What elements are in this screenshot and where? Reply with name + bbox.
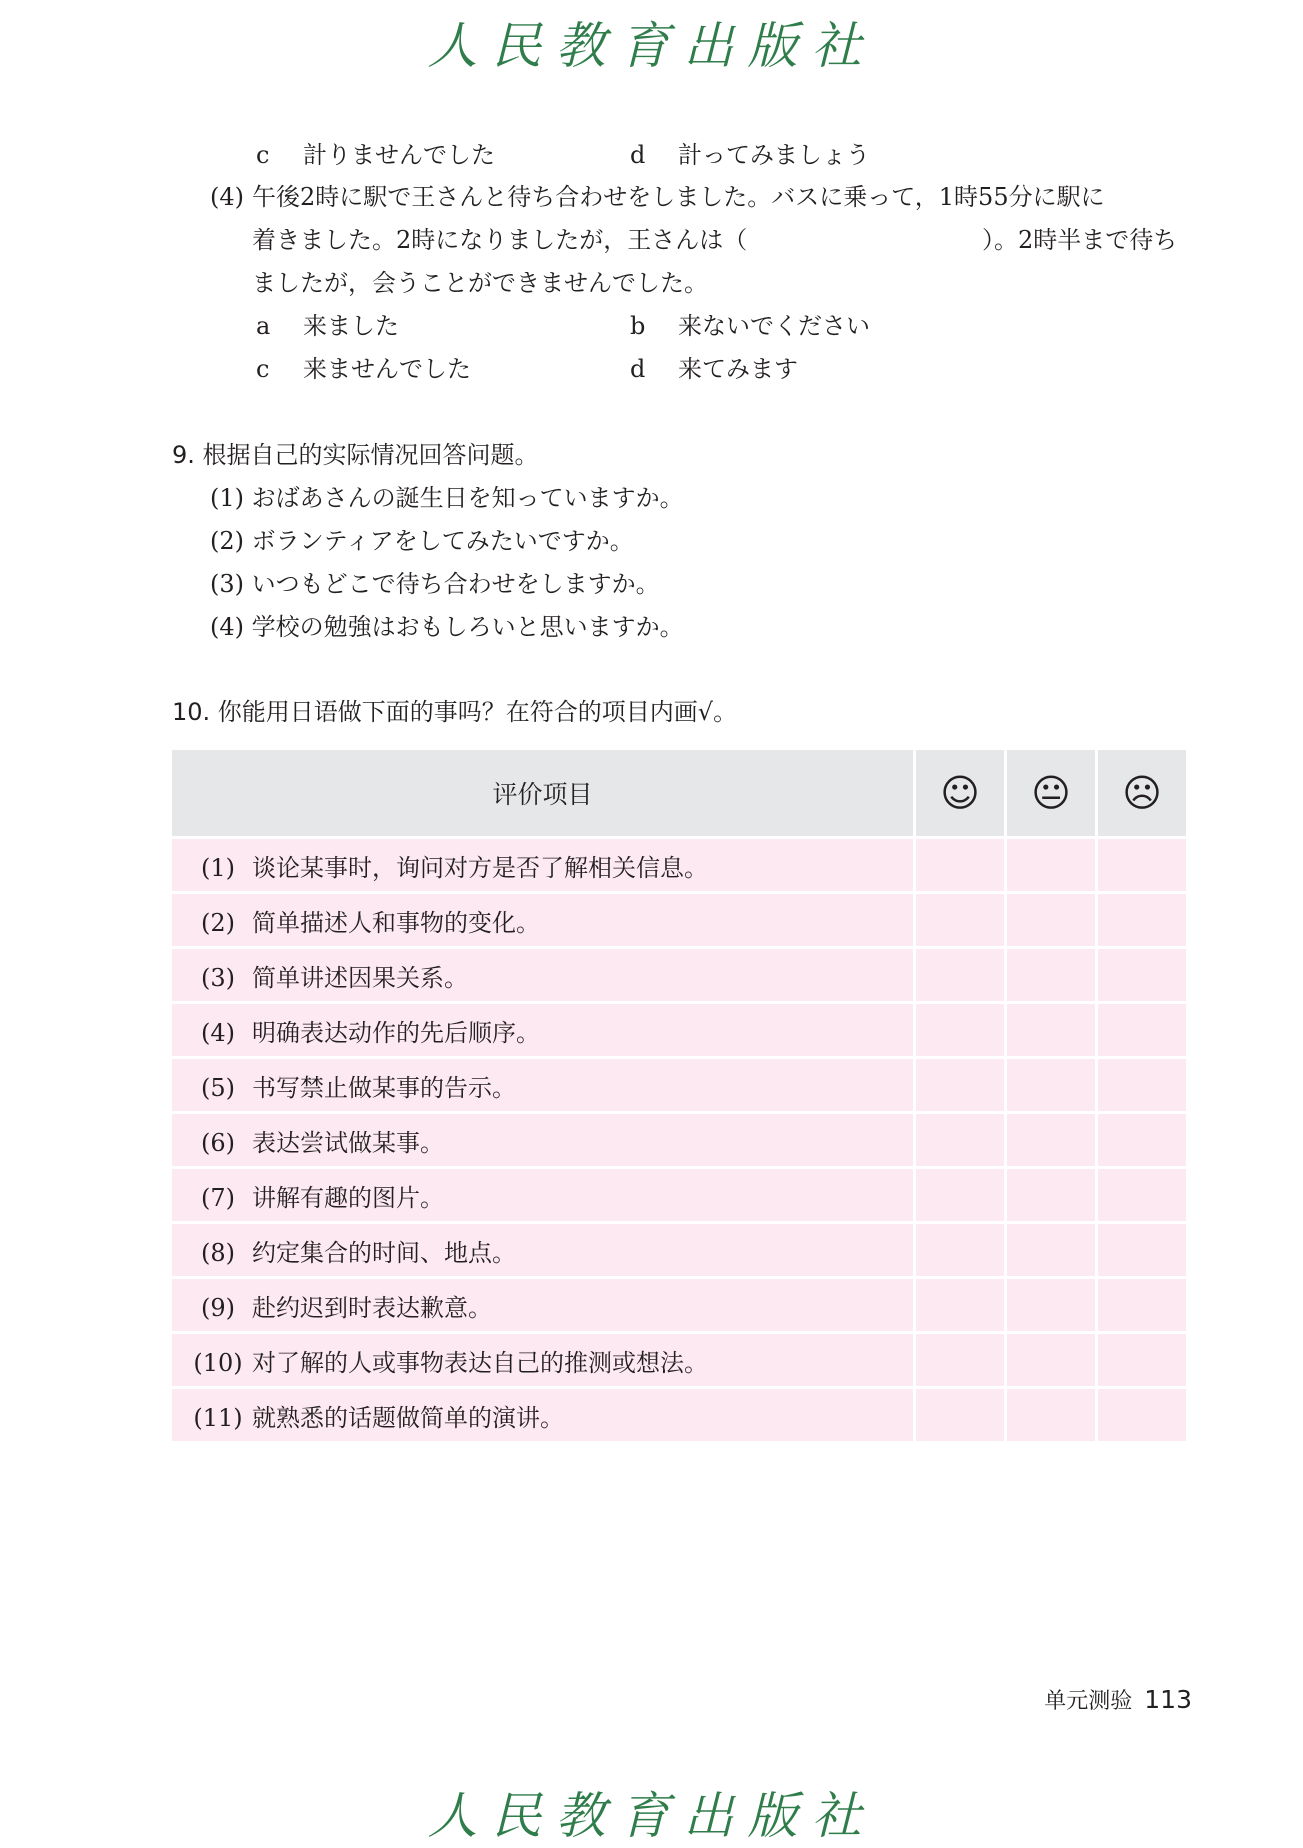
row-text: 明确表达动作的先后顺序。: [252, 1018, 540, 1047]
question-line-2b: ）。2時半まで待ち: [982, 226, 1178, 254]
page-footer: [1030, 1684, 1192, 1715]
check-cell-smile[interactable]: [916, 949, 1004, 1001]
row-text: 书写禁止做某事的告示。: [252, 1073, 516, 1102]
table-row: [172, 839, 1186, 891]
check-cell-neutral[interactable]: [1007, 1334, 1095, 1386]
check-cell-neutral[interactable]: [1007, 1389, 1095, 1441]
q9-item: (2) ボランティアをしてみたいですか。: [210, 527, 634, 555]
page-number: 113: [1144, 1685, 1192, 1714]
table-row: [172, 1224, 1186, 1276]
q9-item: (1) おばあさんの誕生日を知っていますか。: [210, 484, 684, 512]
row-text: 对了解的人或事物表达自己的推测或想法。: [252, 1348, 708, 1377]
q9-item: (3) いつもどこで待ち合わせをしますか。: [210, 570, 660, 598]
option-text-c: 来ませんでした: [303, 355, 471, 383]
option-text-d: 計ってみましょう: [678, 141, 870, 169]
row-text: 简单描述人和事物的变化。: [252, 908, 540, 937]
row-text: 表达尝试做某事。: [252, 1128, 444, 1157]
option-text-d: 来てみます: [678, 355, 798, 383]
check-cell-smile[interactable]: [916, 1004, 1004, 1056]
check-cell-frown[interactable]: [1098, 839, 1186, 891]
check-cell-neutral[interactable]: [1007, 1224, 1095, 1276]
table-row: [172, 1004, 1186, 1056]
question-line-1: 午後2時に駅で王さんと待ち合わせをしました。バスに乗って，1時55分に駅に: [252, 183, 1105, 211]
check-cell-neutral[interactable]: [1007, 1114, 1095, 1166]
option-letter-c: c: [256, 355, 270, 383]
table-row: [172, 949, 1186, 1001]
check-cell-smile[interactable]: [916, 1059, 1004, 1111]
check-cell-neutral[interactable]: [1007, 949, 1095, 1001]
check-cell-smile[interactable]: [916, 1279, 1004, 1331]
q10-heading: 10. 你能用日语做下面的事吗？在符合的项目内画√。: [172, 698, 738, 726]
option-text-c: 計りませんでした: [303, 141, 495, 169]
q9-heading: 9. 根据自己的实际情况回答问题。: [172, 441, 539, 469]
option-letter-c: c: [256, 141, 270, 169]
publisher-watermark-top: 人民教育出版社: [427, 17, 876, 75]
check-cell-smile[interactable]: [916, 1224, 1004, 1276]
smile-face-icon: ☺: [916, 750, 1004, 836]
table-row: [172, 1389, 1186, 1441]
row-text: 讲解有趣的图片。: [252, 1183, 444, 1212]
check-cell-smile[interactable]: [916, 1114, 1004, 1166]
check-cell-frown[interactable]: [1098, 1279, 1186, 1331]
check-cell-neutral[interactable]: [1007, 894, 1095, 946]
check-cell-neutral[interactable]: [1007, 1004, 1095, 1056]
check-cell-neutral[interactable]: [1007, 1169, 1095, 1221]
check-cell-frown[interactable]: [1098, 1114, 1186, 1166]
check-cell-neutral[interactable]: [1007, 1059, 1095, 1111]
row-text: 约定集合的时间、地点。: [252, 1238, 516, 1267]
check-cell-frown[interactable]: [1098, 894, 1186, 946]
question-line-2a: 着きました。2時になりましたが，王さんは（: [252, 226, 748, 254]
row-text: 谈论某事时，询问对方是否了解相关信息。: [252, 853, 708, 882]
check-cell-neutral[interactable]: [1007, 1279, 1095, 1331]
row-number: (1): [201, 853, 235, 882]
check-cell-frown[interactable]: [1098, 1169, 1186, 1221]
check-cell-smile[interactable]: [916, 839, 1004, 891]
check-cell-neutral[interactable]: [1007, 839, 1095, 891]
frown-face-icon: ☹: [1098, 750, 1186, 836]
self-evaluation-table: [169, 747, 1189, 1444]
check-cell-frown[interactable]: [1098, 1389, 1186, 1441]
check-cell-frown[interactable]: [1098, 949, 1186, 1001]
check-cell-smile[interactable]: [916, 1389, 1004, 1441]
row-text: 赴约迟到时表达歉意。: [252, 1293, 492, 1322]
question-number: (4): [210, 183, 244, 211]
table-header-row: [172, 750, 1186, 836]
check-cell-frown[interactable]: [1098, 1059, 1186, 1111]
table-row: [172, 1114, 1186, 1166]
option-letter-d: d: [630, 141, 646, 169]
table-row: [172, 1279, 1186, 1331]
row-number: (8): [201, 1238, 235, 1267]
table-row: [172, 1169, 1186, 1221]
table-row: [172, 1059, 1186, 1111]
row-number: (2): [201, 908, 235, 937]
check-cell-smile[interactable]: [916, 894, 1004, 946]
row-number: (3): [201, 963, 235, 992]
row-number: (9): [201, 1293, 235, 1322]
row-number: (6): [201, 1128, 235, 1157]
row-number: (5): [201, 1073, 235, 1102]
option-letter-b: b: [630, 312, 646, 340]
question-line-3: ましたが，会うことができませんでした。: [252, 269, 708, 297]
row-number: (10): [193, 1348, 243, 1377]
check-cell-smile[interactable]: [916, 1334, 1004, 1386]
option-letter-d: d: [630, 355, 646, 383]
row-number: (4): [201, 1018, 235, 1047]
check-cell-frown[interactable]: [1098, 1004, 1186, 1056]
header-eval-item: 评价项目: [172, 750, 913, 836]
table-row: [172, 894, 1186, 946]
check-cell-smile[interactable]: [916, 1169, 1004, 1221]
option-letter-a: a: [256, 312, 271, 340]
option-text-a: 来ました: [303, 312, 399, 340]
row-number: (7): [201, 1183, 235, 1212]
row-text: 就熟悉的话题做简单的演讲。: [252, 1403, 564, 1432]
row-text: 简单讲述因果关系。: [252, 963, 468, 992]
neutral-face-icon: 😐: [1007, 750, 1095, 836]
section-title: 单元测验: [1044, 1689, 1133, 1714]
check-cell-frown[interactable]: [1098, 1334, 1186, 1386]
check-cell-frown[interactable]: [1098, 1224, 1186, 1276]
table-row: [172, 1334, 1186, 1386]
publisher-watermark-bottom: 人民教育出版社: [427, 1787, 876, 1845]
row-number: (11): [193, 1403, 243, 1432]
option-text-b: 来ないでください: [678, 312, 870, 340]
q9-item: (4) 学校の勉強はおもしろいと思いますか。: [210, 613, 684, 641]
